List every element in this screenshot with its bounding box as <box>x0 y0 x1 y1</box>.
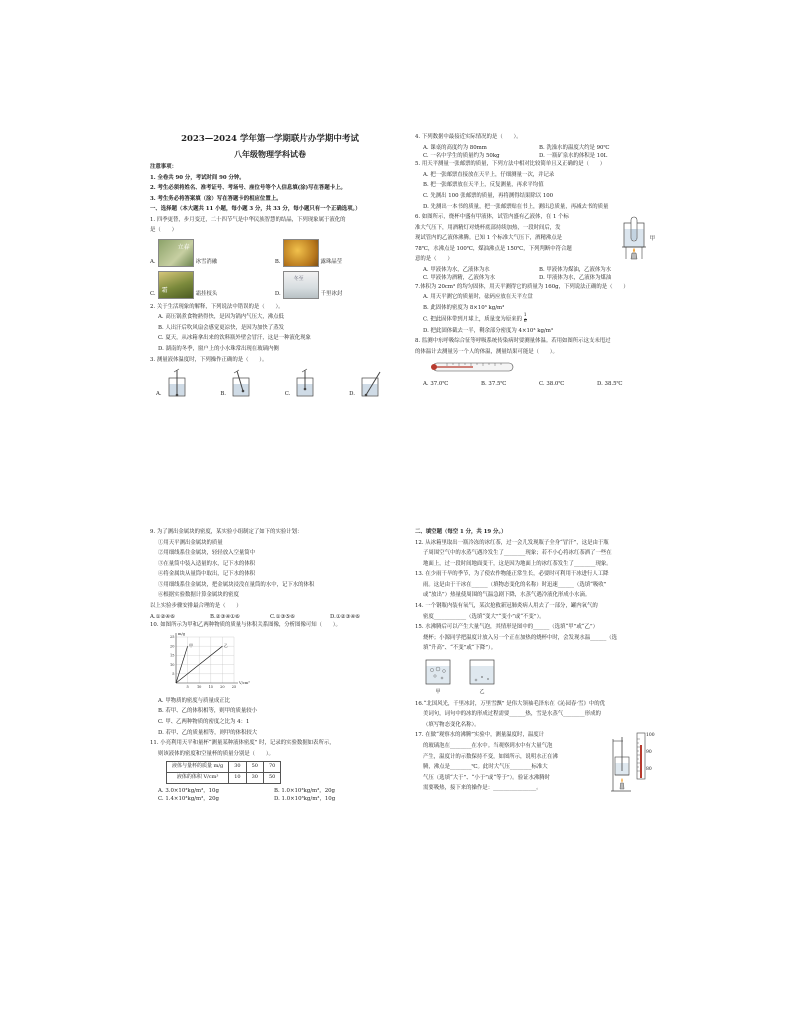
q1-a-photo-text: 立春 <box>177 243 190 251</box>
q2-option-d: D. 湖南的冬季，窗户上的小水珠常出现在玻璃内侧 <box>158 345 279 352</box>
bubbles-beaker-icon <box>467 656 497 686</box>
section-2-heading: 二、填空题（每空 1 分，共 19 分。） <box>415 529 507 535</box>
q12-text: 地面上，过一段时间地面变干，这是因为地面上的冰红茶发生了________现象。 <box>423 560 612 567</box>
q9-options <box>150 613 390 621</box>
y-tick-label: 10 <box>170 663 175 668</box>
q9-ask: 以上实验步骤安排最合理的是（ ） <box>150 602 242 609</box>
table-cell: 液体的体积 V/cm³ <box>167 772 229 783</box>
note-item: 2. 考生必须将姓名、准考证号、考场号、座位号等个人信息填(涂)写在答题卡上。 <box>150 185 346 192</box>
section-1-heading: 一、选择题（本大题共 11 小题，每小题 3 分，共 33 分，每小题只有一个正确选项。） <box>150 206 361 213</box>
page-3-column <box>150 528 390 803</box>
q6-stem: 6. 如图所示，烧杯中盛有甲液体，试管内盛有乙液体，在 1 个标 <box>415 214 569 221</box>
x-tick-label: 10 <box>196 685 202 690</box>
q9-option-c: C.①③⑤⑥ <box>270 613 295 620</box>
q1-a-label: A. <box>150 259 156 266</box>
q17-text: 腾，沸点是________℃。此时大气压________标准大 <box>423 764 548 771</box>
q4-stem: 4. 下列数据中最接近实际情况的是（ ）。 <box>415 134 522 140</box>
beaker-test-tube-figure <box>618 213 654 263</box>
q11-option-a: A. 3.0×10³kg/m³，10g <box>158 787 219 794</box>
note-item: 1. 全卷共 90 分，考试时间 90 分钟。 <box>150 174 245 181</box>
q1-d-photo-text: 冬至 <box>293 275 304 282</box>
q15-figures <box>415 656 655 697</box>
q10-stem: 10. 如图所示为甲和乙两种物质的质量与体积关系图像，分析图像可知（ ）。 <box>150 621 341 628</box>
q3-d-label: D. <box>349 390 355 397</box>
q8-options <box>415 380 655 388</box>
q12-text: 12. 从冰箱里取出一瓶冷冻的冰红茶，过一会儿发现瓶子全身“冒汗”，这是由于瓶 <box>415 539 609 546</box>
q3-stem: 3. 测量液体温度时，下列操作正确的是（ ）。 <box>150 356 268 363</box>
fraction <box>524 314 527 324</box>
q17-text: 需要吸热，接下来的操作是：________________。 <box>423 785 542 792</box>
q17-figure <box>609 731 655 793</box>
q8-stem: 的体温计去测量另一个人的体温，测量结果可能是（ ）。 <box>415 348 558 355</box>
page-1-column <box>150 133 390 398</box>
y-tick-label: 25 <box>170 635 175 640</box>
q6-option-d: D. 甲液体为水，乙液体为煤油 <box>539 275 612 282</box>
q7-option-c-text: C. 把此固体带到月球上，质量变为原来的 <box>423 316 523 323</box>
q6-stem: 意的是（ ） <box>415 256 453 263</box>
q10-option-a: A. 甲物质的密度与质量成正比 <box>158 697 231 704</box>
x-axis-label: V/cm³ <box>239 681 250 686</box>
x-tick-label: 15 <box>208 685 214 690</box>
q2-stem: 2. 关于生活现象的解释，下列说法中错误的是（ ）。 <box>150 303 284 310</box>
q9-step: ④将金属块从量筒中取出，记下水的体积 <box>158 571 256 578</box>
q8-stem: 8. 监测中东呼吸综合征等呼吸系统传染病时要测量体温。若用如图所示这支未甩过 <box>415 338 611 345</box>
q5-option-b: B. 把一张邮票放在天平上，反复测量，再求平均值 <box>423 182 544 189</box>
q9-stem: 9. 为了测出金属块的密度，某实验小组制定了如下的实验计划： <box>150 529 303 535</box>
q11-option-b: B. 1.0×10³kg/m³，20g <box>274 787 336 794</box>
q14-text: 密度____________（选填“变大”“变小”或“不变”）。 <box>423 613 545 620</box>
beaker-b <box>467 656 497 697</box>
table-row <box>167 762 281 773</box>
q6-stem: 78℃，水沸点是 100℃，煤油沸点是 150℃，下列判断中符合题 <box>415 245 572 252</box>
q3-option-b <box>220 368 255 398</box>
q9-step: ①用天平测出金属块的质量 <box>158 539 223 546</box>
q13-text: 或“放出”）热量使周围的气温急剧下降，水蒸气遇冷液化形成小水滴。 <box>423 592 591 599</box>
x-tick-label: 20 <box>220 685 225 690</box>
table-cell: 30 <box>246 772 263 783</box>
q17-text: 17. 在做“观察水的沸腾”实验中，测量温度时，温度计 <box>415 732 545 739</box>
q9-option-a: A.①②④⑥ <box>150 613 175 620</box>
q5-option-c: C. 先测出 100 张邮票的质量，再将测得结果除以 100 <box>423 193 554 199</box>
q7-option-c <box>415 314 655 324</box>
q1-b-label: B. <box>274 259 281 266</box>
q9-step: ⑥根据实验数据计算金属块的密度 <box>158 592 239 599</box>
q1-b-text: 露珠晶莹 <box>320 259 343 266</box>
q1-c-photo-text: 霜 <box>161 287 168 295</box>
q1-option-b <box>275 239 390 267</box>
q10-option-d: D. 若甲、乙的质量相等，则甲的体积较大 <box>158 729 258 736</box>
y-tick-label: 5 <box>172 672 175 677</box>
q9-option-b: B.②③④①⑥ <box>210 613 240 620</box>
q8-option-c: C. 38.0℃ <box>539 380 565 387</box>
boiling-setup-icon <box>609 731 655 793</box>
q9-option-d: D.①②③④⑥ <box>330 613 361 620</box>
y-axis-label: m/g <box>178 632 185 637</box>
q15-text: 15. 水沸腾后可以产生大量气泡，其情形是图中的______（选填“甲”或“乙”） <box>415 624 599 631</box>
q13-text: 雨。这是由于干冰在______（填物态变化的名称）时迅速______（选填“吸收” <box>423 581 607 588</box>
q2-option-b: B. 人出汗后吹风扇会感觉更凉快，是因为加快了蒸发 <box>158 324 284 331</box>
q1-d-text: 千里冰封 <box>320 291 343 298</box>
q1-stem-cont: 是（ ） <box>150 227 177 234</box>
q6-block <box>415 213 655 266</box>
q3-option-c <box>285 368 320 398</box>
q1-c-text: 霜挂枝头 <box>195 291 218 298</box>
q4-option-c: C. 一名中学生的质量约为 50kg <box>423 152 500 159</box>
q3-a-label: A. <box>156 390 162 397</box>
q6-stem: 现试管内的乙液体沸腾。已知 1 个标准大气压下，酒精沸点是 <box>415 235 563 242</box>
table-cell: 30 <box>229 762 246 773</box>
q1-option-a <box>150 239 265 267</box>
page-4-column <box>415 528 655 795</box>
x-tick-label: 5 <box>186 685 189 690</box>
table-cell: 70 <box>263 762 280 773</box>
bubbles-beaker-icon <box>423 656 453 686</box>
q11-option-d: D. 1.0×10³kg/m³，10g <box>274 795 336 802</box>
q7-option-b: B. 此固体的密度为 8×10³ kg/m³ <box>423 304 505 311</box>
q1-a-text: 冰雪消融 <box>195 259 218 266</box>
q12-text: 子周围空气中的水蒸气遇冷发生了________现象；若不小心将冰红茶洒了一些在 <box>423 550 612 557</box>
series-label: 乙 <box>223 643 228 649</box>
scale-label-90: 90 <box>646 750 652 756</box>
q17-block <box>415 731 655 794</box>
q1-stem: 1. 四季更替，步月变迁，二十四节气是中华民族智慧的结晶，下列现象属于液化的 <box>150 216 346 223</box>
exam-title: 2023—2024 学年第一学期联片办学期中考试 <box>181 134 359 144</box>
scale-label-80: 80 <box>646 767 652 773</box>
q6-options <box>415 266 655 283</box>
q8-option-b: B. 37.5℃ <box>481 380 507 387</box>
q4-options <box>415 144 655 161</box>
q1-a-photo <box>158 239 194 267</box>
q1-d-photo <box>283 271 319 299</box>
q15-text: 烧杯；小源同学把温度计放入另一个正在加热的烧杯中时，会发现水温______（选 <box>423 634 618 641</box>
q7-stem: 7.体积为 20cm³ 的均匀固体，用天平测得它的质量为 160g，下列说法正确的是（ ） <box>415 283 629 290</box>
beaker-b-label: 乙 <box>479 688 485 695</box>
q4-option-d: D. 一瓶矿泉水的体积是 10L <box>539 152 608 159</box>
x-tick-label: 25 <box>231 685 237 690</box>
fraction-numerator: 1 <box>523 313 527 319</box>
q15-text: 填“升高”、“不变”或“下降”）。 <box>423 645 497 652</box>
q6-option-c: C. 甲液体为酒精，乙液体为水 <box>423 275 496 282</box>
q11-data-table <box>166 761 281 784</box>
q3-figures <box>150 368 390 398</box>
beaker-thermometer-icon <box>229 368 255 398</box>
q8-option-a: A. 37.0℃ <box>423 380 449 387</box>
q10-option-c: C. 甲、乙两种物质的密度之比为 4：1 <box>158 718 250 725</box>
notes-heading: 注意事项： <box>150 163 177 170</box>
q4-option-a: A. 课桌的高度约为 80mm <box>423 144 487 151</box>
table-cell: 50 <box>263 772 280 783</box>
y-tick-label: 15 <box>170 654 175 659</box>
q11-options <box>150 787 390 804</box>
q3-option-d <box>349 368 384 398</box>
table-cell: 液体与量杯的质量 m/g <box>167 762 229 773</box>
q2-option-a: A. 高压锅煮食物熟得快，是因为锅内气压大，沸点低 <box>158 314 284 321</box>
q9-step: ⑤用细线系住金属块，把金属块浸没在量筒的水中，记下水的体积 <box>158 581 315 588</box>
q17-text: 气压（选填“大于”、“小于”或“等于”）。验证水沸腾时 <box>423 774 551 781</box>
q17-text: 的玻璃泡在________在水中。当观察到水中有大量气泡 <box>423 742 553 749</box>
exam-subtitle: 八年级物理学科试卷 <box>234 149 306 160</box>
q17-text: 产生，温度计的示数保持不变，如图所示，说明水正在沸 <box>423 753 558 760</box>
q1-c-photo <box>158 271 194 299</box>
q13-text: 13. 在少雨干旱的季节，为了使农作物能正常生长，必要时可利用干冰进行人工降 <box>415 571 609 578</box>
q11-stem: 则该液体的密度和空量杯的质量分别是（ ）。 <box>158 750 274 757</box>
q1-c-label: C. <box>150 291 156 298</box>
q5-stem: 5. 用天平测量一张邮票的质量，下列方法中相对比较简单且又正确的是（ ） <box>415 161 606 168</box>
page-2-column <box>415 133 655 388</box>
note-item: 3. 考生务必将答案填（涂）写在答题卡的相应位置上。 <box>150 195 282 202</box>
q6-option-a: A. 甲液体为水，乙液体为水 <box>423 266 490 273</box>
q9-step: ②用细线系住金属块，轻轻放入空量筒中 <box>158 550 256 557</box>
q5-option-a: A. 把一张邮票直接放在天平上，仔细测量一次，并记录 <box>423 171 555 178</box>
q6-option-b: B. 甲液体为煤油，乙液体为水 <box>539 266 612 273</box>
q16-text: 美词句，词句中的冰的形成过程需要______热，雪是水蒸气________形成的 <box>423 711 601 718</box>
q16-text: 16.“北国风光，千里冰封，万里雪飘” 是伟大领袖毛泽东在《沁园春·雪》中的优 <box>415 700 606 707</box>
scale-label-100: 100 <box>646 733 655 739</box>
fraction-denominator: 6 <box>523 318 527 324</box>
beaker-a <box>423 656 453 697</box>
q1-options-row-2 <box>150 271 390 299</box>
q6-figure-label: 甲 <box>649 236 655 243</box>
q10-option-b: B. 若甲、乙的体积相等，则甲的质量较小 <box>158 708 258 715</box>
q5-option-d: D. 先测出一本书的质量，把一张邮票贴在书上，测出总质量，再减去书的质量 <box>423 203 609 210</box>
q7-option-d: D. 把此固体截去一半，剩余部分密度为 4×10³ kg/m³ <box>423 327 554 334</box>
q1-options-row-1 <box>150 239 390 267</box>
q1-option-c <box>150 271 265 299</box>
q7-option-a: A. 用天平测它的质量时，砝码应放在天平左盘 <box>423 294 533 301</box>
mass-volume-chart <box>164 631 250 693</box>
y-tick-label: 20 <box>170 644 175 649</box>
q9-step: ③在量筒中装入适量的水，记下水的体积 <box>158 560 256 567</box>
q14-text: 14. 一个钢瓶内装有氧气，某次抢救新冠肺炎病人用去了一部分，罐内氧气的 <box>415 602 598 609</box>
q11-stem: 11. 小亮利用天平和量杯“测量某种液体密度” 时，记录的实验数据如表所示， <box>150 740 335 747</box>
q11-option-c: C. 1.4×10³kg/m³，20g <box>158 795 219 802</box>
clinical-thermometer-figure <box>427 360 517 374</box>
q8-option-d: D. 38.5℃ <box>597 380 623 387</box>
table-cell: 50 <box>246 762 263 773</box>
q2-option-c: C. 夏天，从冰箱拿出来的饮料瓶外壁会冒汗，这是一种液化现象 <box>158 335 311 342</box>
q3-b-label: B. <box>220 390 227 397</box>
q4-option-b: B. 洗澡水的温度大约是 90℃ <box>539 144 610 151</box>
q3-option-a <box>156 368 191 398</box>
beaker-thermometer-icon <box>358 368 384 398</box>
table-cell: 10 <box>229 772 246 783</box>
q1-option-d <box>275 271 390 299</box>
q1-b-photo <box>283 239 319 267</box>
q6-stem: 准大气压下，用酒精灯对烧杯底部持续加热，一段时间后，发 <box>415 224 561 231</box>
q1-d-label: D. <box>274 291 281 298</box>
q3-c-label: C. <box>284 390 291 397</box>
beaker-thermometer-icon <box>293 368 319 398</box>
table-row <box>167 772 281 783</box>
series-label: 甲 <box>189 643 193 649</box>
beaker-thermometer-icon <box>165 368 191 398</box>
beaker-a-label: 甲 <box>435 688 441 695</box>
q16-text: （填写物态变化名称）。 <box>423 721 480 728</box>
